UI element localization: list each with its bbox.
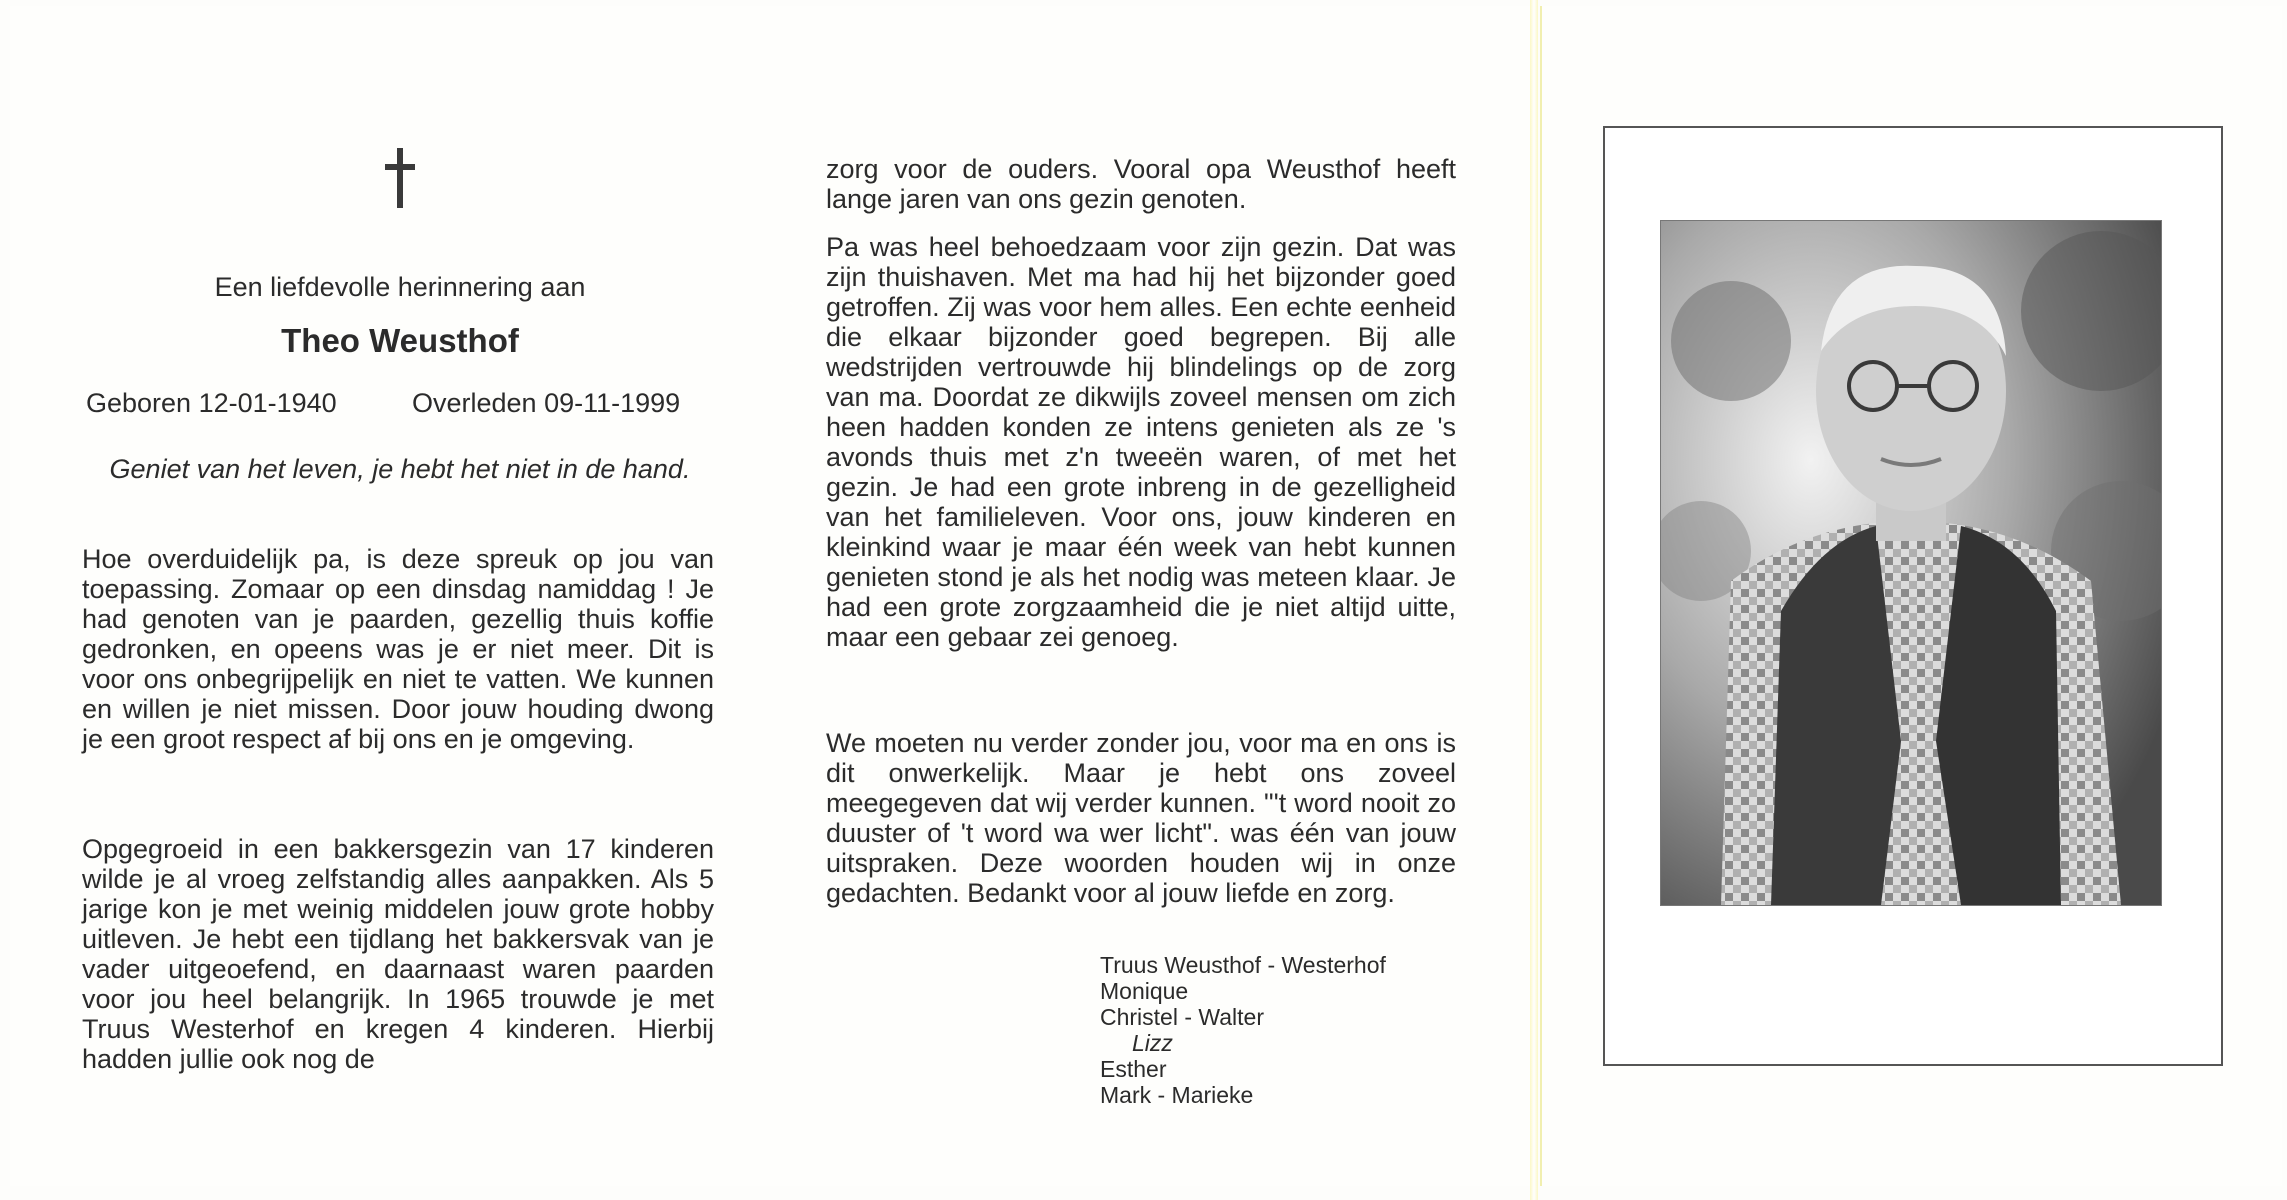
signer: Christel - Walter — [1100, 1004, 1264, 1030]
birth-date: Geboren 12-01-1940 — [86, 388, 337, 418]
paragraph-3: zorg voor de ouders. Vooral opa Weusthof heeft lange jaren van ons gezin genoten. — [826, 154, 1456, 214]
signer: Monique — [1100, 978, 1189, 1004]
intro-line: Een liefdevolle herinnering aan — [214, 272, 586, 302]
deceased-name: Theo Weusthof — [281, 322, 519, 359]
paragraph-5: We moeten nu verder zonder jou, voor ma en ons is dit onwerkelijk. Maar je hebt ons zoveel meegegeven dat wij verder kunnen. "'t word nooit zo duuster of 't word wa wer licht". was één van jouw uitspraken. Deze woorden houden wij in onze gedachten. Bedankt voor al jouw liefde en zorg. — [826, 728, 1456, 908]
card-fold — [1530, 0, 1538, 1200]
signer: Esther — [1100, 1056, 1167, 1082]
paragraph-2: Opgegroeid in een bakkersgezin van 17 kinderen wilde je al vroeg zelfstandig alles aanpakken. Als 5 jarige kon je met weinig middelen jouw grote hobby uitleven. Je hebt een tijdlang het bakkersvak van je vader uitgeoefend, en daarnaast waren paarden voor jou heel belangrijk. In 1965 trouwde je met Truus Westerhof en kregen 4 kinderen. Hierbij hadden jullie ook nog de — [82, 834, 714, 1074]
signer-grandchild: Lizz — [1132, 1030, 1173, 1056]
cross-icon — [385, 148, 415, 208]
death-date: Overleden 09-11-1999 — [412, 388, 681, 418]
portrait-photo — [1660, 220, 2162, 906]
paragraph-4: Pa was heel behoedzaam voor zijn gezin. Dat was zijn thuishaven. Met ma had hij het bijzonder goed getroffen. Zij was voor hem alles. Een echte eenheid die elkaar bijzonder goed begrepen. Bij alle wedstrijden vertrouwde hij blindelings op de zorg van ma. Doordat ze dikwijls zoveel mensen om zich heen hadden konden ze intens genieten als ze 's avonds thuis met z'n tweeën waren, of met het gezin. Je had een grote inbreng in de gezelligheid van het familieleven. Voor ons, jouw kinderen en kleinkind waar je maar één week van hebt kunnen genieten stond je als het nodig was meteen klaar. Je had een grote zorgzaamheid die je niet altijd uitte, maar een gebaar zei genoeg. — [826, 232, 1456, 652]
signer: Mark - Marieke — [1100, 1082, 1254, 1108]
paragraph-1: Hoe overduidelijk pa, is deze spreuk op jou van toepassing. Zomaar op een dinsdag namiddag ! Je had genoten van je paarden, gezellig thuis koffie gedronken, en opeens was je er niet meer. Dit is voor ons onbegrijpelijk en niet te vatten. We kunnen en willen je niet missen. Door jouw houding dwong je een groot respect af bij ons en je omgeving. — [82, 544, 714, 754]
motto: Geniet van het leven, je hebt het niet in de hand. — [109, 454, 691, 484]
signer: Truus Weusthof - Westerhof — [1100, 952, 1386, 978]
signers-list — [1100, 952, 1386, 1108]
